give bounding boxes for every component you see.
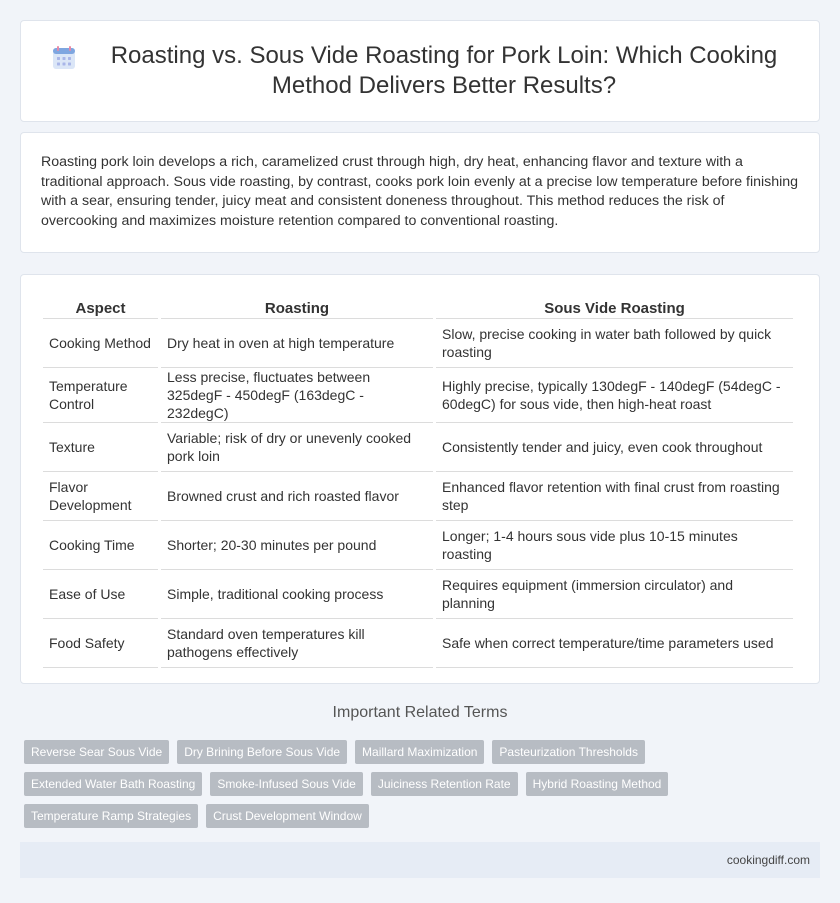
cell-sous-vide: Requires equipment (immersion circulator) and planning — [436, 570, 793, 619]
comparison-table-card — [20, 274, 820, 684]
cell-aspect: Cooking Time — [43, 521, 158, 570]
cell-roasting: Dry heat in oven at high temperature — [161, 319, 433, 368]
cell-aspect: Ease of Use — [43, 570, 158, 619]
cell-roasting: Shorter; 20-30 minutes per pound — [161, 521, 433, 570]
related-term-tag[interactable]: Temperature Ramp Strategies — [24, 804, 198, 828]
cell-aspect: Food Safety — [43, 619, 158, 668]
cell-sous-vide: Longer; 1-4 hours sous vide plus 10-15 minutes roasting — [436, 521, 793, 570]
intro-paragraph: Roasting pork loin develops a rich, caramelized crust through high, dry heat, enhancing flavor and texture with a traditional approach. Sous vide roasting, by contrast, cooks pork loin evenly at a precise low temperature before finishing with a sear, ensuring tender, juicy meat and consistent doneness throughout. This method reduces the risk of overcooking and maximizes moisture retention compared to conventional roasting. — [41, 154, 799, 229]
table-header-row — [43, 297, 793, 319]
comparison-table — [40, 297, 796, 668]
related-term-tag[interactable]: Pasteurization Thresholds — [492, 740, 645, 764]
header-roasting: Roasting — [161, 297, 433, 319]
related-term-tag[interactable]: Juiciness Retention Rate — [371, 772, 518, 796]
cell-sous-vide: Enhanced flavor retention with final crust from roasting step — [436, 472, 793, 521]
title-wrap — [51, 41, 789, 101]
table-row — [43, 423, 793, 472]
cell-roasting: Less precise, fluctuates between 325degF - 450degF (163degC - 232degC) — [161, 368, 433, 423]
related-term-tag[interactable]: Smoke-Infused Sous Vide — [210, 772, 363, 796]
table-row — [43, 368, 793, 423]
intro-card — [20, 132, 820, 253]
related-term-tag[interactable]: Reverse Sear Sous Vide — [24, 740, 169, 764]
table-row — [43, 472, 793, 521]
cell-aspect: Flavor Development — [43, 472, 158, 521]
cell-roasting: Variable; risk of dry or unevenly cooked pork loin — [161, 423, 433, 472]
title-card — [20, 20, 820, 122]
cell-aspect: Temperature Control — [43, 368, 158, 423]
related-term-tag[interactable]: Crust Development Window — [206, 804, 369, 828]
footer-site-link[interactable]: cookingdiff.com — [726, 853, 810, 867]
table-row — [43, 521, 793, 570]
header-sous-vide: Sous Vide Roasting — [436, 297, 793, 319]
cell-sous-vide: Consistently tender and juicy, even cook throughout — [436, 423, 793, 472]
cell-roasting: Browned crust and rich roasted flavor — [161, 472, 433, 521]
related-term-tag[interactable]: Extended Water Bath Roasting — [24, 772, 202, 796]
cell-roasting: Standard oven temperatures kill pathogens effectively — [161, 619, 433, 668]
related-term-tag[interactable]: Hybrid Roasting Method — [526, 772, 669, 796]
cell-sous-vide: Slow, precise cooking in water bath followed by quick roasting — [436, 319, 793, 368]
calendar-grid-icon — [51, 45, 77, 71]
cell-sous-vide: Safe when correct temperature/time parameters used — [436, 619, 793, 668]
cell-aspect: Texture — [43, 423, 158, 472]
related-term-tag[interactable]: Maillard Maximization — [355, 740, 484, 764]
cell-sous-vide: Highly precise, typically 130degF - 140degF (54degC - 60degC) for sous vide, then high-heat roast — [436, 368, 793, 423]
page-title: Roasting vs. Sous Vide Roasting for Pork Loin: Which Cooking Method Delivers Better Results? — [110, 42, 778, 99]
cell-roasting: Simple, traditional cooking process — [161, 570, 433, 619]
cell-aspect: Cooking Method — [43, 319, 158, 368]
table-row — [43, 319, 793, 368]
table-row — [43, 570, 793, 619]
header-aspect: Aspect — [43, 297, 158, 319]
related-terms-tags — [24, 740, 744, 828]
related-term-tag[interactable]: Dry Brining Before Sous Vide — [177, 740, 347, 764]
related-terms-heading: Important Related Terms — [332, 704, 508, 721]
table-row — [43, 619, 793, 668]
footer — [20, 842, 820, 878]
